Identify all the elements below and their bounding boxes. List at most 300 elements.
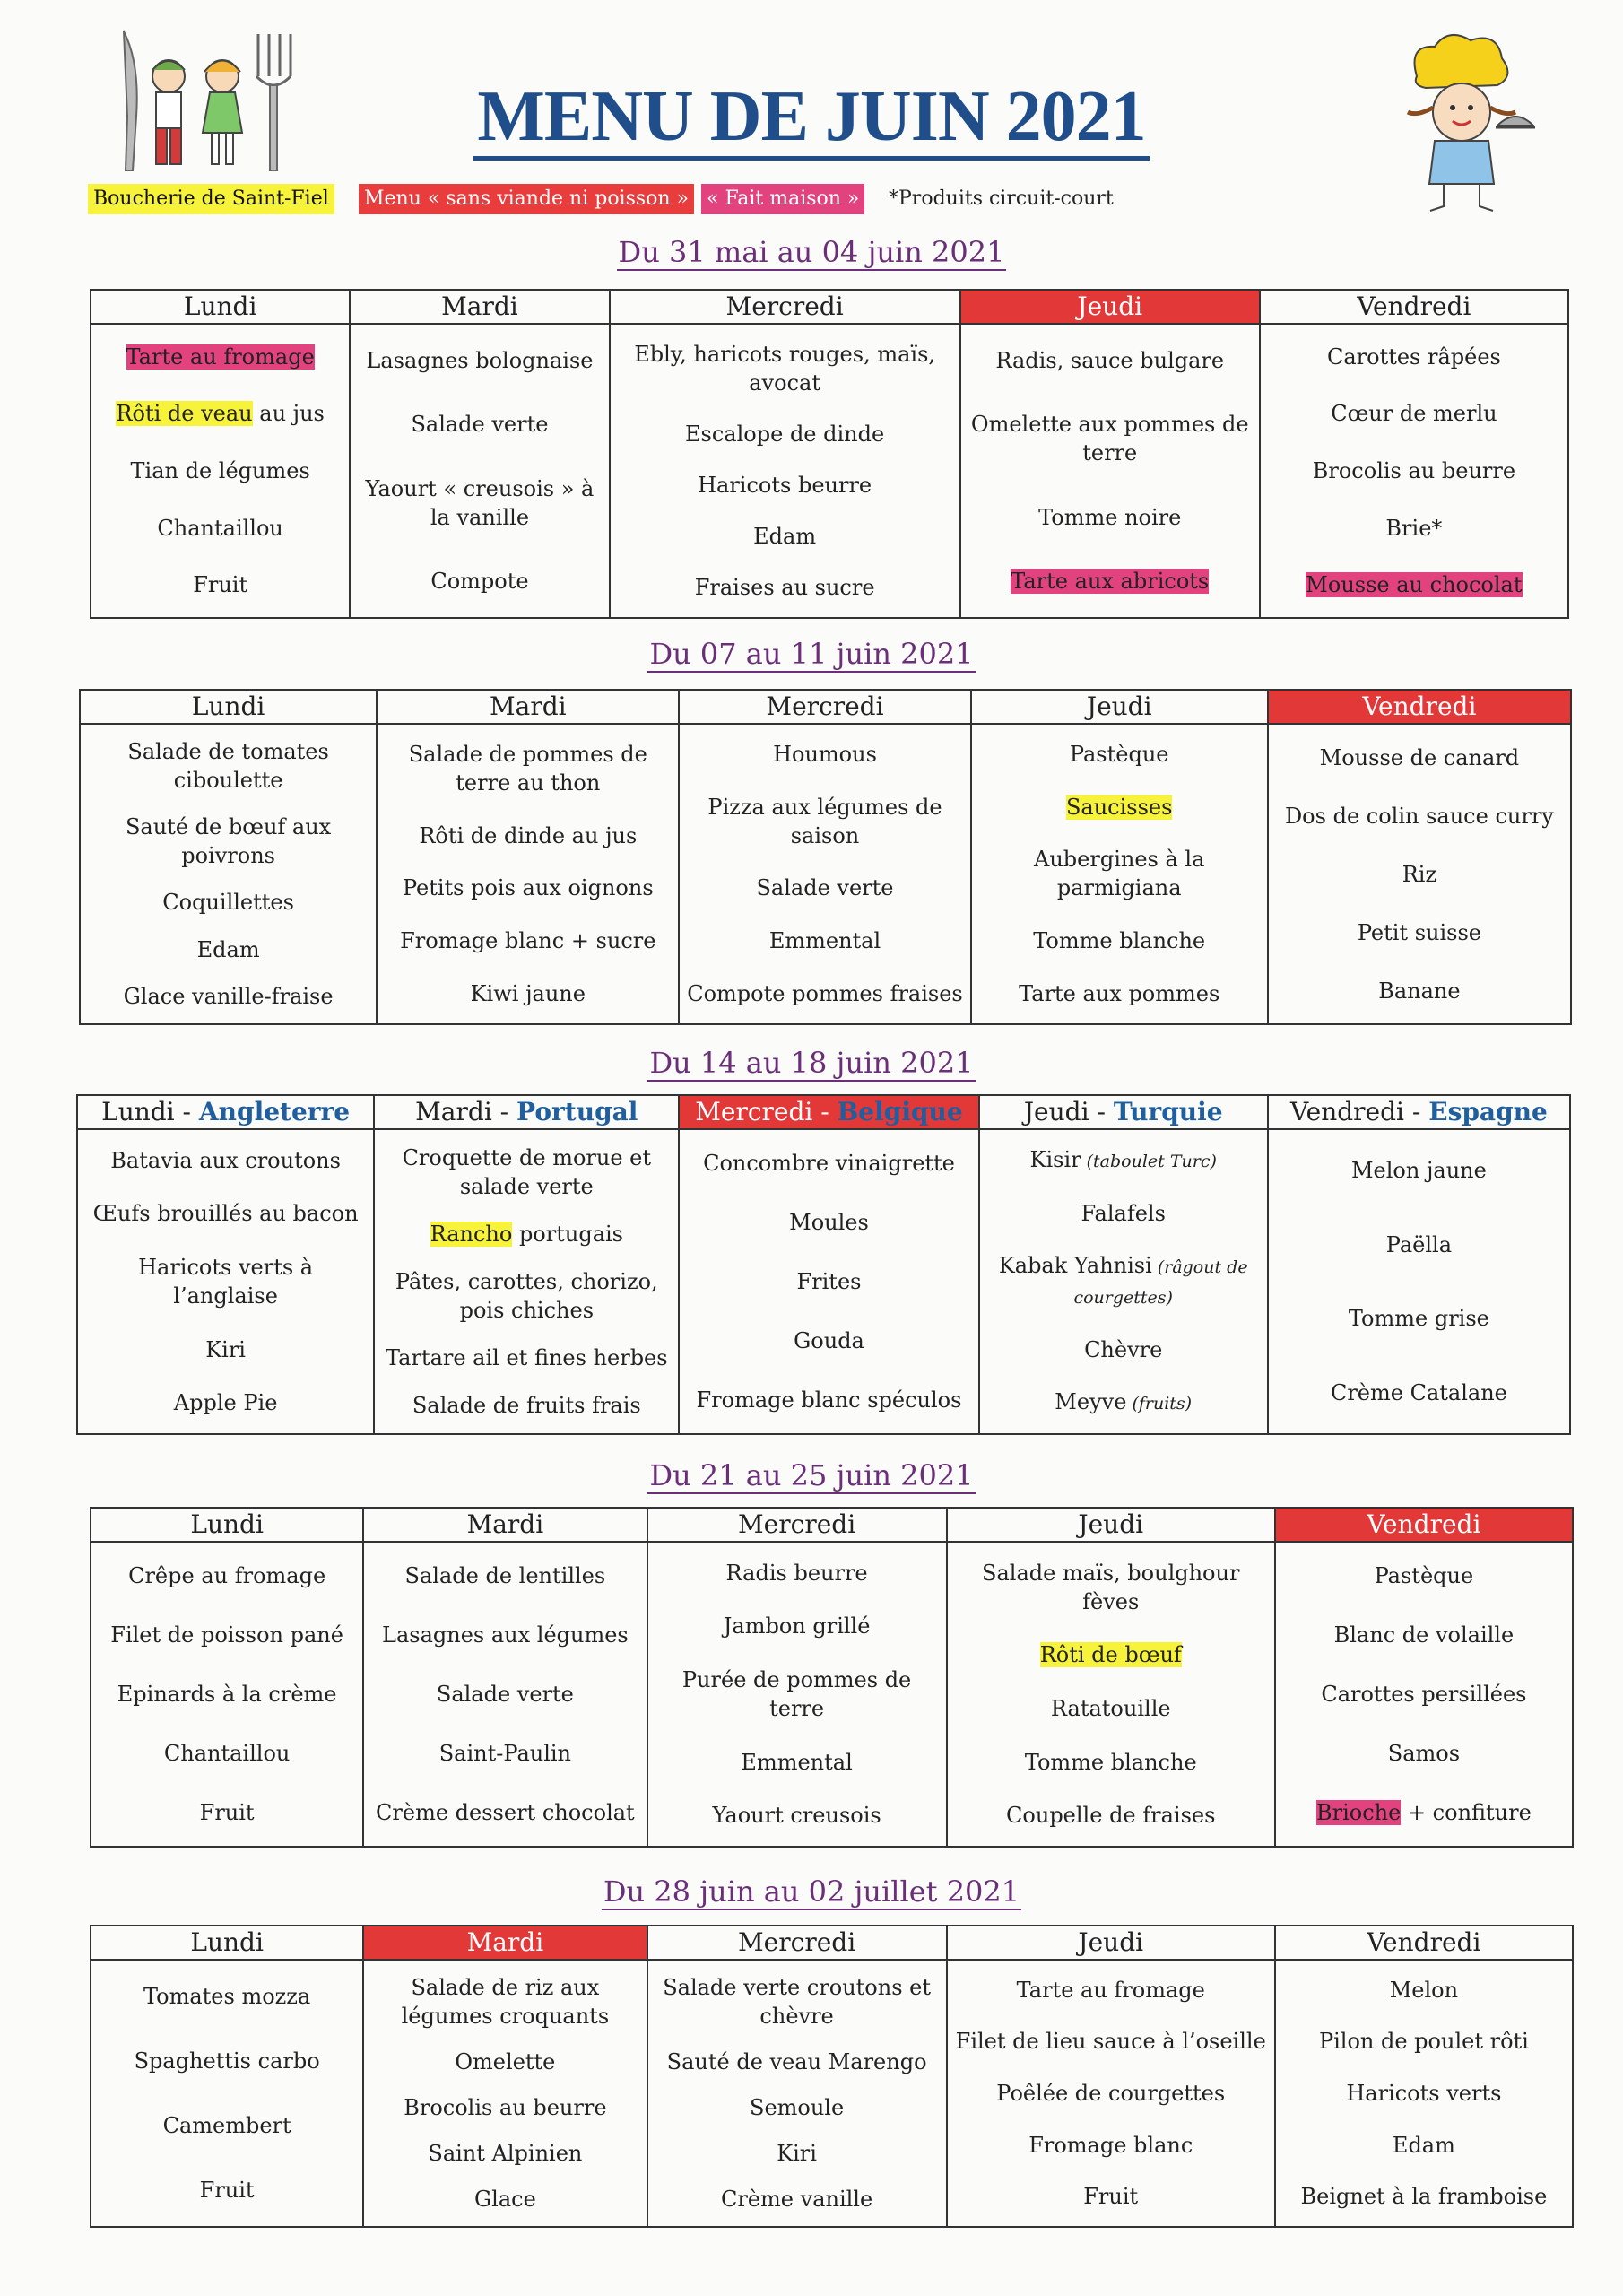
dish-name: Kisir	[1029, 1147, 1081, 1172]
day-name: Jeudi	[1077, 291, 1143, 321]
dish-name: Yaourt « creusois » à la vanille	[365, 475, 595, 530]
dish-name: Lasagnes aux légumes	[382, 1622, 629, 1648]
dish-item	[1388, 1739, 1460, 1768]
dish-item	[200, 2176, 255, 2205]
dish-item	[366, 346, 593, 375]
dish-name: Edam	[196, 936, 260, 962]
dish-item	[1017, 1976, 1205, 2005]
dish-item	[756, 874, 893, 902]
dish-name: Poêlée de courgettes	[996, 2080, 1226, 2106]
day-header	[680, 691, 969, 725]
day-header	[611, 291, 959, 325]
day-name: Mardi	[466, 1927, 544, 1957]
dish-item	[1038, 503, 1181, 532]
day-name: Mercredi	[766, 691, 884, 721]
dish-item	[1040, 1640, 1182, 1669]
day-dishes	[680, 1130, 977, 1433]
dish-name: Riz	[1402, 861, 1437, 887]
dish-item	[1301, 2182, 1548, 2211]
day-dishes	[680, 725, 969, 1023]
dish-item	[687, 979, 963, 1008]
dish-item	[380, 1144, 673, 1201]
day-header	[351, 291, 608, 325]
day-column-mardi	[373, 1096, 678, 1433]
dish-item	[1390, 1976, 1458, 2005]
dish-item	[712, 1801, 881, 1830]
day-dishes	[375, 1130, 678, 1433]
day-column-mardi	[362, 1926, 646, 2226]
day-dishes	[351, 325, 608, 617]
dish-item	[1055, 1387, 1192, 1418]
day-dishes	[81, 725, 376, 1023]
dish-item	[985, 1251, 1262, 1312]
dish-item	[376, 1798, 635, 1827]
dish-name: Pastèque	[1374, 1563, 1474, 1588]
dish-name: Tarte aux abricots	[1011, 569, 1210, 595]
dish-item	[1066, 793, 1172, 822]
day-country: Portugal	[516, 1097, 638, 1126]
dish-item	[430, 1220, 623, 1248]
day-column-mardi	[349, 291, 608, 617]
dish-item	[471, 979, 586, 1008]
day-dishes	[91, 325, 349, 617]
dish-name: Cœur de merlu	[1331, 401, 1497, 427]
dish-item	[404, 2093, 606, 2122]
dish-name: Salade verte croutons et chèvre	[663, 1974, 931, 2029]
day-dishes	[1276, 1961, 1572, 2226]
dish-name: Fromage blanc	[1028, 2132, 1193, 2158]
dish-item	[996, 2079, 1225, 2108]
day-dishes	[78, 1130, 373, 1433]
dish-name: Lasagnes bolognaise	[366, 347, 594, 373]
dish-name: Banane	[1378, 978, 1461, 1004]
dish-name: Beignet à la framboise	[1300, 2184, 1548, 2210]
dish-item	[953, 1559, 1269, 1616]
dish-name: Tian de légumes	[130, 457, 310, 483]
dish-name: Chantaillou	[157, 515, 283, 541]
dish-name: Salade de tomates ciboulette	[127, 739, 329, 794]
week-menu-table	[90, 1507, 1574, 1848]
day-header	[961, 291, 1259, 325]
dish-name: Samos	[1387, 1741, 1461, 1766]
dish-name: Escalope de dinde	[685, 421, 885, 447]
day-country-separator: -	[491, 1097, 517, 1126]
day-column-jeudi	[970, 691, 1267, 1023]
day-header	[91, 1926, 362, 1961]
dish-item	[1306, 570, 1522, 599]
day-column-lundi	[91, 291, 349, 617]
day-column-mardi	[376, 691, 678, 1023]
dish-name: Semoule	[750, 2094, 845, 2120]
dish-item	[667, 2048, 927, 2076]
dish-item	[126, 343, 315, 371]
dish-name: Fruit	[193, 572, 248, 598]
dish-name: Sauté de bœuf aux poivrons	[125, 814, 332, 869]
day-name: Lundi	[183, 291, 257, 321]
dish-name: Frites	[796, 1269, 862, 1294]
dish-item	[163, 2111, 291, 2140]
day-country: Turquie	[1113, 1097, 1223, 1126]
dish-item	[205, 1335, 246, 1364]
dish-item	[616, 340, 954, 397]
day-column-mardi	[362, 1509, 646, 1846]
dish-item	[124, 982, 334, 1011]
day-name: Mercredi	[725, 291, 844, 321]
day-name: Vendredi	[1357, 291, 1471, 321]
dish-item	[726, 1559, 868, 1587]
dish-name: Rancho	[430, 1221, 513, 1247]
dish-note: (fruits)	[1126, 1394, 1193, 1413]
legend-butcher: Boucherie de Saint-Fiel	[88, 184, 334, 214]
dish-item	[86, 737, 370, 795]
week-title-text: Du 14 au 18 juin 2021	[649, 1046, 974, 1080]
dish-item	[383, 740, 673, 797]
dish-name: Filet de lieu sauce à l’oseille	[955, 2029, 1266, 2055]
dish-item	[1006, 1801, 1215, 1830]
dish-item	[439, 1739, 571, 1768]
day-column-mercredi	[678, 691, 969, 1023]
dish-name: Tartare ail et fines herbes	[386, 1345, 668, 1371]
week-menu-table	[90, 1925, 1574, 2228]
dish-name: Carottes râpées	[1326, 344, 1501, 370]
dish-name: Meyve	[1055, 1389, 1127, 1414]
day-dishes	[948, 1961, 1274, 2226]
dish-item	[1019, 979, 1219, 1008]
dish-name: Salade maïs, boulghour fèves	[982, 1560, 1240, 1614]
day-header	[948, 1926, 1274, 1961]
dish-name: Edam	[753, 524, 817, 550]
day-column-mercredi	[609, 291, 959, 617]
day-header	[364, 1926, 646, 1961]
dish-name: Compote pommes fraises	[687, 980, 963, 1006]
dish-name: Crème dessert chocolat	[376, 1800, 635, 1825]
dish-item	[164, 1739, 290, 1768]
dish-name: Emmental	[741, 1749, 853, 1775]
dish-item	[1321, 1680, 1526, 1709]
dish-name-rest: au jus	[252, 401, 325, 427]
dish-name: Salade de pommes de terre au thon	[408, 742, 647, 796]
dish-name: Omelette aux pommes de terre	[970, 412, 1249, 466]
day-name: Jeudi	[1078, 1927, 1144, 1957]
dish-name: Tarte aux pommes	[1019, 980, 1220, 1006]
day-header	[680, 1096, 977, 1130]
dish-item	[128, 1561, 325, 1590]
dish-item	[474, 2185, 536, 2213]
dish-name: Salade verte	[756, 875, 894, 901]
dish-name: Carottes persillées	[1321, 1682, 1527, 1707]
day-dishes	[364, 1961, 646, 2226]
day-header	[375, 1096, 678, 1130]
day-name: Mardi	[441, 291, 518, 321]
dish-name-rest: + confiture	[1401, 1800, 1532, 1825]
dish-name: Compote	[430, 569, 529, 595]
dish-item	[977, 845, 1262, 902]
dish-item	[1319, 2027, 1529, 2056]
dish-name: Saucisses	[1065, 794, 1173, 820]
dish-name: Brocolis au beurre	[404, 2094, 607, 2120]
day-country-separator: -	[812, 1097, 838, 1126]
dish-name: Yaourt creusois	[712, 1803, 881, 1829]
day-name: Lundi	[190, 1927, 264, 1957]
day-name: Mercredi	[695, 1097, 813, 1126]
dish-item	[1313, 457, 1515, 485]
dish-name-rest: portugais	[512, 1221, 623, 1247]
dish-item	[200, 1798, 255, 1827]
dish-name: Fraises au sucre	[694, 575, 875, 601]
dish-name: Ebly, haricots rouges, maïs, avocat	[634, 341, 936, 396]
dish-item	[1331, 1378, 1507, 1407]
dish-item	[1081, 1199, 1166, 1228]
day-dishes	[1269, 1130, 1569, 1433]
dish-item	[769, 926, 881, 955]
dish-name: Camembert	[162, 2113, 291, 2138]
dish-item	[157, 514, 282, 543]
dish-name: Omelette	[455, 2048, 556, 2074]
dish-name: Tarte au fromage	[126, 344, 315, 370]
day-dishes	[1269, 725, 1570, 1023]
day-name: Lundi	[190, 1509, 264, 1539]
day-column-jeudi	[959, 291, 1259, 617]
dish-item	[797, 1267, 862, 1296]
day-dishes	[648, 1961, 946, 2226]
dish-item	[1011, 567, 1209, 596]
week-title-text: Du 31 mai au 04 juin 2021	[618, 235, 1005, 269]
dish-name: Glace	[473, 2187, 536, 2213]
dish-name: Epinards à la crème	[117, 1682, 337, 1707]
day-header	[648, 1926, 946, 1961]
day-name: Mercredi	[738, 1927, 856, 1957]
dish-name: Tomme blanche	[1033, 928, 1206, 954]
dish-item	[697, 1386, 962, 1414]
dish-item	[1083, 2182, 1138, 2211]
dish-item	[1351, 1156, 1487, 1185]
dish-name: Gouda	[794, 1328, 864, 1353]
dish-item	[724, 1612, 871, 1640]
dish-item	[685, 793, 964, 850]
day-name: Vendredi	[1367, 1927, 1481, 1957]
day-country: Espagne	[1428, 1097, 1548, 1126]
day-dishes	[378, 725, 678, 1023]
dish-item	[1331, 399, 1497, 428]
dish-item	[143, 1982, 310, 2011]
dish-item	[1334, 1621, 1515, 1649]
dish-name: Haricots beurre	[698, 472, 872, 498]
legend-homemade: « Fait maison »	[701, 184, 864, 214]
day-header	[1269, 691, 1570, 725]
dish-name: Kiri	[205, 1336, 246, 1362]
dish-item	[995, 346, 1224, 375]
day-column-vendredi	[1274, 1926, 1572, 2226]
day-dishes	[648, 1543, 946, 1846]
dish-item	[135, 2047, 320, 2075]
dish-item	[197, 935, 260, 964]
dish-name: Croquette de morue et salade verte	[402, 1144, 652, 1199]
dish-name: Blanc de volaille	[1333, 1622, 1515, 1648]
dish-item	[86, 813, 370, 870]
dish-name: Chèvre	[1084, 1337, 1163, 1362]
dish-note: (râgout de courgettes)	[1073, 1257, 1248, 1308]
dish-name: Coupelle de fraises	[1006, 1803, 1216, 1829]
dish-item	[1393, 2131, 1455, 2160]
dish-name: Mousse de canard	[1319, 744, 1520, 770]
dish-item	[1316, 1798, 1532, 1827]
dish-note: (taboulet Turc)	[1081, 1152, 1217, 1171]
dish-item	[83, 1253, 368, 1310]
day-dishes	[1261, 325, 1567, 617]
day-country-separator: -	[174, 1097, 199, 1126]
dish-name: Melon	[1389, 1977, 1459, 2003]
day-name: Jeudi	[1023, 1097, 1089, 1126]
dish-item	[1349, 1304, 1489, 1333]
dish-item	[1051, 1694, 1171, 1723]
dish-name: Crème Catalane	[1330, 1379, 1507, 1405]
dish-item	[1025, 1748, 1197, 1777]
dish-item	[1320, 744, 1520, 772]
dish-item	[1285, 802, 1554, 831]
dish-item	[773, 740, 877, 769]
legend-vegetarian: Menu « sans viande ni poisson »	[359, 184, 694, 214]
dish-name: Pastèque	[1069, 742, 1169, 768]
day-dishes	[364, 1543, 646, 1846]
dish-item	[1070, 740, 1169, 769]
day-country: Belgique	[837, 1097, 963, 1126]
dish-name: Salade verte	[411, 412, 549, 438]
dish-item	[1402, 860, 1436, 889]
dish-name: Jambon grillé	[723, 1613, 871, 1639]
dish-name: Tomme blanche	[1024, 1749, 1197, 1775]
dish-name: Filet de poisson pané	[110, 1622, 343, 1648]
week-menu-table	[76, 1094, 1571, 1435]
day-column-vendredi	[1267, 1096, 1569, 1433]
dish-item	[174, 1388, 278, 1417]
dish-name: Saint-Paulin	[438, 1741, 572, 1766]
dish-item	[1378, 977, 1460, 1005]
day-header	[1261, 291, 1567, 325]
dish-name: Kiwi jaune	[470, 980, 586, 1006]
dish-name: Fromage blanc + sucre	[400, 928, 656, 954]
dish-item	[1358, 918, 1481, 947]
dish-name: Radis beurre	[725, 1560, 868, 1586]
dish-name: Saint Alpinien	[428, 2141, 583, 2167]
dish-name: Kabak Yahnisi	[998, 1253, 1152, 1278]
dish-name: Falafels	[1081, 1201, 1166, 1226]
day-column-lundi	[91, 1926, 362, 2226]
dish-item	[698, 471, 872, 500]
dish-item	[753, 522, 816, 551]
day-header	[1276, 1509, 1572, 1543]
dish-item	[1386, 1231, 1452, 1259]
dish-item	[1375, 1561, 1474, 1590]
dish-item	[654, 1973, 941, 2031]
day-dishes	[972, 725, 1267, 1023]
dish-name: Salade de fruits frais	[412, 1393, 641, 1419]
dish-name: Rôti de dinde au jus	[419, 822, 638, 848]
dish-name: Salade verte	[436, 1682, 574, 1707]
day-dishes	[948, 1543, 1274, 1846]
day-name: Mardi	[466, 1509, 544, 1539]
dish-name: Spaghettis carbo	[134, 2048, 320, 2074]
dish-item	[741, 1748, 852, 1777]
dish-name: Houmous	[773, 742, 877, 768]
dish-item	[685, 420, 884, 448]
dish-name: Apple Pie	[173, 1390, 278, 1416]
day-header	[364, 1509, 646, 1543]
day-name: Vendredi	[1367, 1509, 1481, 1539]
dish-item	[403, 874, 654, 902]
dish-name: Purée de pommes de terre	[681, 1666, 912, 1721]
dish-name: Tomme grise	[1348, 1306, 1489, 1332]
week-title	[0, 1046, 1623, 1080]
dish-name: Brocolis au beurre	[1312, 457, 1516, 483]
dish-item	[386, 1344, 668, 1372]
dish-item	[777, 2139, 817, 2168]
day-header	[91, 1509, 362, 1543]
dish-name: Batavia aux croutons	[110, 1147, 341, 1173]
day-name: Mardi	[489, 691, 567, 721]
day-header	[1276, 1926, 1572, 1961]
dish-item	[967, 410, 1254, 467]
dish-item	[1327, 343, 1501, 371]
dish-item	[411, 410, 548, 439]
day-header	[378, 691, 678, 725]
day-name: Lundi	[191, 691, 265, 721]
day-column-jeudi	[978, 1096, 1267, 1433]
dish-name: Pâtes, carottes, chorizo, pois chiches	[395, 1268, 658, 1323]
week-title-text: Du 21 au 25 juin 2021	[649, 1458, 974, 1492]
dish-item	[419, 822, 637, 850]
dish-item	[703, 1149, 955, 1178]
dish-name: Aubergines à la parmigiana	[1034, 847, 1205, 901]
day-header	[1269, 1096, 1569, 1130]
week-menu-table	[90, 289, 1569, 619]
day-dishes	[611, 325, 959, 617]
dish-item	[695, 573, 875, 602]
dish-item	[380, 1267, 673, 1325]
dish-item	[110, 1146, 341, 1175]
day-country: Angleterre	[198, 1097, 351, 1126]
day-dishes	[961, 325, 1259, 617]
dish-name: Pizza aux légumes de saison	[707, 794, 942, 848]
day-column-jeudi	[946, 1509, 1274, 1846]
week-title	[0, 637, 1623, 671]
week-title	[0, 235, 1623, 269]
dish-item	[455, 2048, 555, 2076]
dish-item	[428, 2139, 582, 2168]
dish-item	[382, 1621, 629, 1649]
dish-item	[193, 570, 247, 599]
day-name: Jeudi	[1086, 691, 1152, 721]
day-name: Mardi	[415, 1097, 492, 1126]
dish-name: Haricots verts à l’anglaise	[138, 1254, 314, 1309]
dish-item	[1385, 514, 1442, 543]
dish-name: Petits pois aux oignons	[402, 875, 654, 901]
dish-name: Fruit	[199, 1800, 255, 1825]
dish-item	[1033, 926, 1205, 955]
day-column-vendredi	[1274, 1509, 1572, 1846]
dish-name: Ratatouille	[1050, 1695, 1171, 1721]
dish-item	[116, 399, 324, 428]
day-name: Mercredi	[738, 1509, 856, 1539]
dish-item	[750, 2093, 844, 2122]
dish-item	[437, 1680, 574, 1709]
dish-name: Haricots verts	[1346, 2080, 1502, 2106]
day-column-lundi	[78, 1096, 373, 1433]
day-column-mercredi	[678, 1096, 977, 1433]
dish-name: Coquillettes	[162, 890, 294, 916]
dish-name: Tarte au fromage	[1016, 1977, 1205, 2003]
dish-item	[117, 1680, 337, 1709]
day-column-jeudi	[946, 1926, 1274, 2226]
